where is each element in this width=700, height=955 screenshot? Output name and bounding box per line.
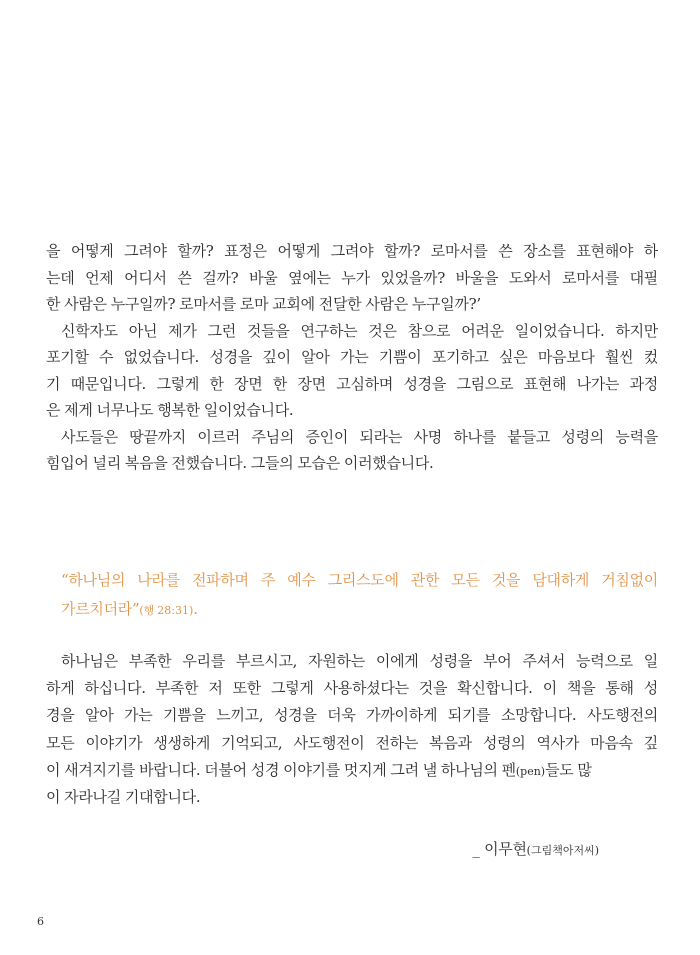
text-line: 신학자도 아닌 제가 그런 것들을 연구하는 것은 참으로 어려운 일이었습니다. 하지만: [61, 321, 658, 340]
text-line: 경을 알아 가는 기쁨을 느끼고, 성경을 더욱 가까이하게 되기를 소망합니다. 사도행전의: [46, 706, 658, 725]
text-segment: 들도 많: [545, 760, 592, 779]
signature-dash: _: [472, 840, 485, 858]
author-name: 이무현: [484, 840, 527, 858]
quote-line: [46, 595, 658, 624]
pen-note: (pen): [515, 764, 546, 778]
text-line: 는데 언제 어디서 쓴 걸까? 바울 옆에는 누가 있었을까? 바울을 도와서 로마서를 대필: [46, 268, 658, 287]
text-line: 이 자라나길 기대합니다.: [46, 787, 201, 806]
quote-text: 가르치더라”: [61, 600, 140, 618]
text-line: [46, 757, 658, 784]
body-text-top: [46, 238, 658, 477]
text-line: 은 제게 너무나도 행복한 일이었습니다.: [46, 401, 294, 419]
text-line: 모든 이야기가 생생하게 기억되고, 사도행전이 전하는 복음과 성령의 역사가 마음속 깊: [46, 733, 658, 752]
text-line: 포기할 수 없었습니다. 성경을 깊이 알아 가는 기쁨이 포기하고 싶은 마음보다 훨씬 컸: [46, 348, 658, 366]
scripture-quote: [46, 566, 658, 624]
text-line: 한 사람은 누구일까? 로마서를 로마 교회에 전달한 사람은 누구일까?’: [46, 295, 481, 313]
quote-reference: (행 28:31): [139, 604, 194, 617]
page-number: 6: [37, 915, 44, 928]
quote-period: .: [193, 600, 198, 618]
quote-line: “하나님의 나라를 전파하며 주 예수 그리스도에 관한 모든 것을 담대하게 거침없이: [61, 571, 658, 589]
text-line: 하게 하십니다. 부족한 저 또한 그렇게 사용하셨다는 것을 확신합니다. 이 책을 통해 성: [46, 679, 658, 698]
text-line: 을 어떻게 그려야 할까? 표정은 어떻게 그려야 할까? 로마서를 쓴 장소를 표현해야 하: [46, 242, 658, 260]
text-line: 기 때문입니다. 그렇게 한 장면 한 장면 고심하며 성경을 그림으로 표현해 나가는 과정: [46, 374, 658, 393]
body-text-bottom: [46, 648, 658, 811]
author-signature: [472, 838, 599, 859]
text-line: 힘입어 널리 복음을 전했습니다. 그들의 모습은 이러했습니다.: [46, 454, 434, 472]
text-line: 사도들은 땅끝까지 이르러 주님의 증인이 되라는 사명 하나를 붙들고 성령의 능력을: [61, 427, 658, 446]
author-role: (그림책아저씨): [526, 844, 599, 857]
text-segment: 이 새겨지기를 바랍니다. 더불어 성경 이야기를 멋지게 그려 낼 하나님의 펜: [46, 760, 516, 779]
text-line: 하나님은 부족한 우리를 부르시고, 자원하는 이에게 성령을 부어 주셔서 능력으로 일: [61, 652, 658, 670]
